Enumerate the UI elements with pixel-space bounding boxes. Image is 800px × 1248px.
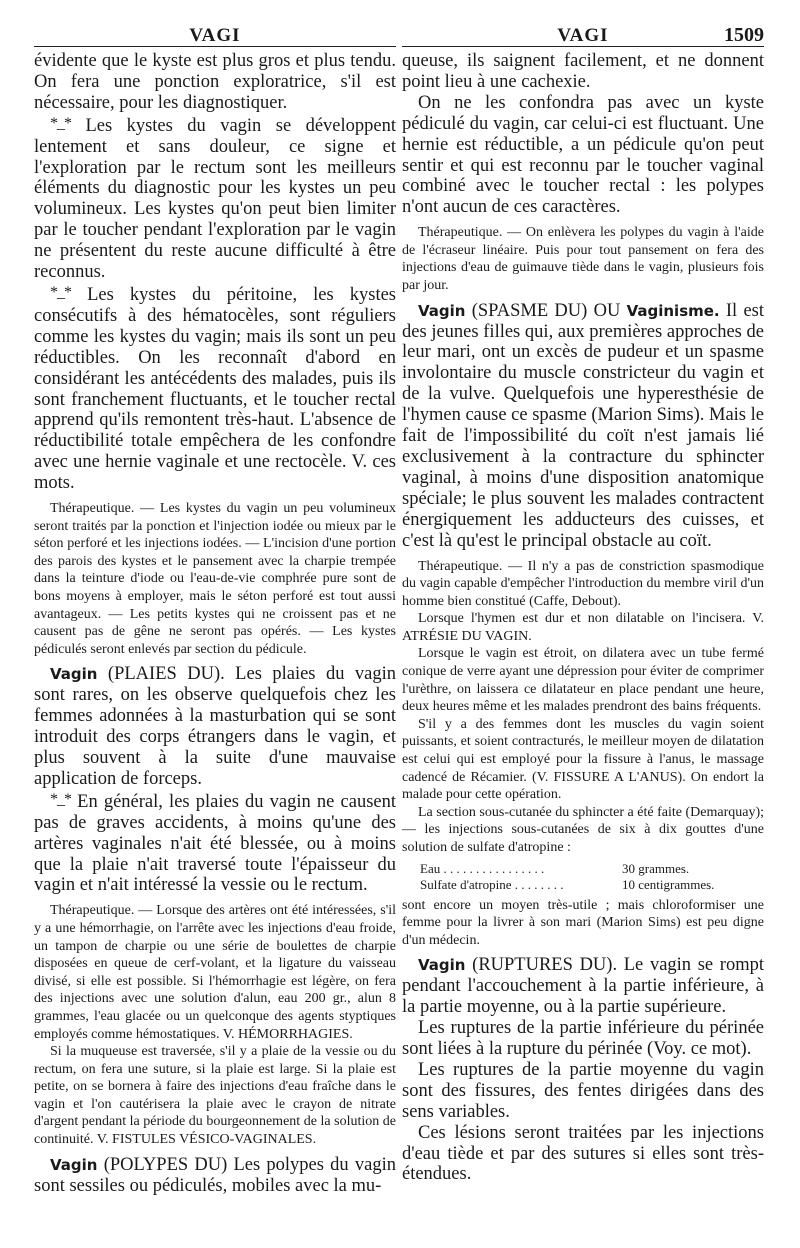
formula <box>420 861 764 893</box>
small-paragraph: Si la muqueuse est traversée, s'il y a plaie de la vessie ou du rectum, on fera une suture, si la plaie est large. Si la plaie est petite, on se bornera à faire des injections d'eau fraîche dans le vagin et l'on cautérisera la plaie avec le crayon de nitrate d'argent pendant la période du bourgeonnement de la solution de continuité. V. FISTULES VÉSICO-VAGINALES. <box>34 1044 396 1148</box>
entry-ruptures <box>402 955 764 1018</box>
entry-text: (SPASME DU) OU <box>471 300 621 321</box>
left-running-header <box>34 0 396 47</box>
small-paragraph: Lorsque le vagin est étroit, on dilatera avec un tube fermé conique de verre ayant une dépression pour éviter de comprimer l'urèthre, on laissera ce dilatateur en place pendant une heure, deux heures même et les malades prendront des bains fréquents. <box>402 646 764 715</box>
paragraph: Ces lésions seront traitées par les injections d'eau tiède et par des sutures si elles sont très-étendues. <box>402 1122 764 1185</box>
paragraph <box>34 283 396 494</box>
small-paragraph: sont encore un moyen très-utile ; mais chloroformiser une femme pour la livrer à son mari (Marion Sims) est peu digne d'un médecin. <box>402 897 764 948</box>
paragraph <box>34 114 396 283</box>
entry-plaies <box>34 664 396 789</box>
paragraph-text: Les kystes du péritoine, les kystes consécutifs à des hématocèles, sont réguliers comme les kystes du vagin; mais ils sont un peu réductibles. On les reconnaît d'abord en considérant les antécédents des malades, puis ils sont franchement fluctuants, et le toucher rectal apprend qu'ils remontent très-haut. L'absence de réductibilité totale empêchera de les confondre avec une hernie vaginale et une rectocèle. V. ces mots. <box>34 284 397 494</box>
entry-headword: Vagin <box>50 665 98 684</box>
paragraph <box>34 790 396 897</box>
asterism-icon: *_* <box>50 114 71 132</box>
therapeutic-note: Thérapeutique. — Les kystes du vagin un peu volumineux seront traités par la ponction et l'injection iodée ou mieux par le séton perforé et les injections iodées. — L'incision d'une portion des parois des kystes et le pansement avec la charpie trempée dans la teinture d'iode ou l'eau-de-vie comphrée pure sont de bons moyens à employer, mais le séton perforé est tout aussi avantageux. — Les petits kystes qui ne croissent pas et ne causent pas de gêne ne seront pas opérés. — Les kystes pédiculés seront enlevés par section du pédicule. <box>34 501 396 657</box>
entry-headword-alt: Vaginisme. <box>626 301 720 320</box>
left-column <box>34 0 396 1196</box>
paragraph-text: Les kystes du vagin se développent lentement et sans douleur, ce signe et l'exploration par le rectum sont les meilleurs éléments du diagnostic pour les kystes un peu volumineux. Les kystes qu'on peut bien limiter par le toucher pendant l'exploration par le vagin ne présentent du reste aucune difficulté à être reconnus. <box>34 115 396 283</box>
formula-amount: 10 centigrammes. <box>622 876 715 892</box>
therapeutic-note: Thérapeutique. — Lorsque des artères ont été intéressées, s'il y a une hémorrhagie, on l'arrête avec les injections d'eau froide, un tampon de charpie ou une série de boulettes de charpie disposées en queue de cerf-volant, et la ligature du vaisseau divisé, si elle est possible. Si l'hémorrhagie est légère, on fera des injections avec une solution d'alun, eau 200 gr., alun 8 grammes, l'eau glacée ou un quelconque des agents styptiques employés comme hémostatiques. V. HÉMORRHAGIES. <box>34 903 396 1042</box>
formula-item: Sulfate d'atropine . . . . . . . . <box>420 876 564 892</box>
paragraph: On ne les confondra pas avec un kyste pédiculé du vagin, car celui-ci est fluctuant. Une hernie est réductible, a un pédicule qu'on peut sentir et qui est reconnu par le toucher vaginal combiné avec le toucher rectal : les polypes n'ont aucun de ces caractères. <box>402 92 764 218</box>
asterism-icon: *_* <box>50 283 71 301</box>
formula-row <box>420 861 742 877</box>
formula-row <box>420 877 742 893</box>
paragraph: Les ruptures de la partie moyenne du vagin sont des fissures, des fentes dirigées dans des sens variables. <box>402 1059 764 1122</box>
entry-text: (PLAIES DU). Les plaies du vagin sont rares, on les observe quelquefois chez les femmes adonnées à la masturbation qui se sont introduit des corps étrangers dans le vagin, et plus souvent à la suite d'une mauvaise application de forceps. <box>34 664 396 789</box>
asterism-icon: *_* <box>50 790 71 808</box>
therapeutic-note: Thérapeutique. — On enlèvera les polypes du vagin à l'aide de l'écraseur linéaire. Puis pour tout pansement on fera des injections d'eau de guimauve tiède dans le vagin, plusieurs fois par jour. <box>402 225 764 294</box>
right-column <box>402 0 764 1185</box>
entry-headword: Vagin <box>418 956 466 975</box>
entry-text: (RUPTURES DU). Le vagin se rompt pendant l'accouchement à la partie inférieure, à la partie moyenne, ou à la partie supérieure. <box>402 955 764 1018</box>
small-paragraph: S'il y a des femmes dont les muscles du vagin soient puissants, et soient contracturés, le meilleur moyen de dilatation est celui qui est employé pour la fissure à l'anus, le massage cadencé de Récamier. (V. FISSURE A L'ANUS). On endort la malade pour cette opération. <box>402 716 764 803</box>
entry-text: Il est des jeunes filles qui, aux premières approches de leur mari, ont un excès de pudeur et un spasme involontaire du muscle constricteur du vagin et de la vulve. Quelquefois une hyperesthésie de l'hymen cause ce spasme (Marion Sims). Mais le fait de l'impossibilité du coït n'est jamais lié exclusivement à la contracture du sphincter vaginal, à moins d'une disposition anatomique spéciale; le plus souvent les malades contractent énergiquement les adducteurs des cuisses, et c'est là qu'est le principal obstacle au coït. <box>402 300 765 551</box>
entry-polypes <box>34 1155 396 1197</box>
formula-item: Eau . . . . . . . . . . . . . . . . <box>420 860 545 876</box>
formula-amount: 30 grammes. <box>622 860 690 876</box>
right-running-header <box>402 0 764 47</box>
left-header-title: VAGI <box>189 25 241 46</box>
right-header-title: VAGI <box>557 25 609 46</box>
paragraph: évidente que le kyste est plus gros et plus tendu. On fera une ponction exploratrice, s'il est nécessaire, pour les diagnostiquer. <box>34 51 396 113</box>
therapeutic-note: Thérapeutique. — Il n'y a pas de constriction spasmodique du vagin capable d'empêcher l'introduction du membre viril d'un homme bien constitué (Caffe, Debout). <box>402 558 764 609</box>
paragraph-text: En général, les plaies du vagin ne causent pas de graves accidents, à moins qu'une des artères vaginales n'ait été blessée, ou à moins que la plaie n'ait traversé toute l'épaisseur du vagin et n'ait intéressé la vessie ou le rectum. <box>34 791 397 896</box>
paragraph: Les ruptures de la partie inférieure du périnée sont liées à la rupture du périnée (Voy. ce mot). <box>402 1018 764 1059</box>
small-paragraph: Lorsque l'hymen est dur et non dilatable on l'incisera. V. ATRÉSIE DU VAGIN. <box>402 611 764 644</box>
page-number: 1509 <box>724 24 764 46</box>
entry-headword: Vagin <box>50 1155 98 1174</box>
entry-headword: Vagin <box>418 301 466 320</box>
entry-text: (POLYPES DU) Les polypes du vagin sont sessiles ou pédiculés, mobiles avec la mu- <box>34 1154 396 1196</box>
small-paragraph: La section sous-cutanée du sphincter a été faite (Demarquay); — les injections sous-cutanées de six à dix gouttes d'une solution de sulfate d'atropine : <box>402 804 764 855</box>
entry-spasme <box>402 301 764 552</box>
paragraph: queuse, ils saignent facilement, et ne donnent point lieu à une cachexie. <box>402 51 764 92</box>
